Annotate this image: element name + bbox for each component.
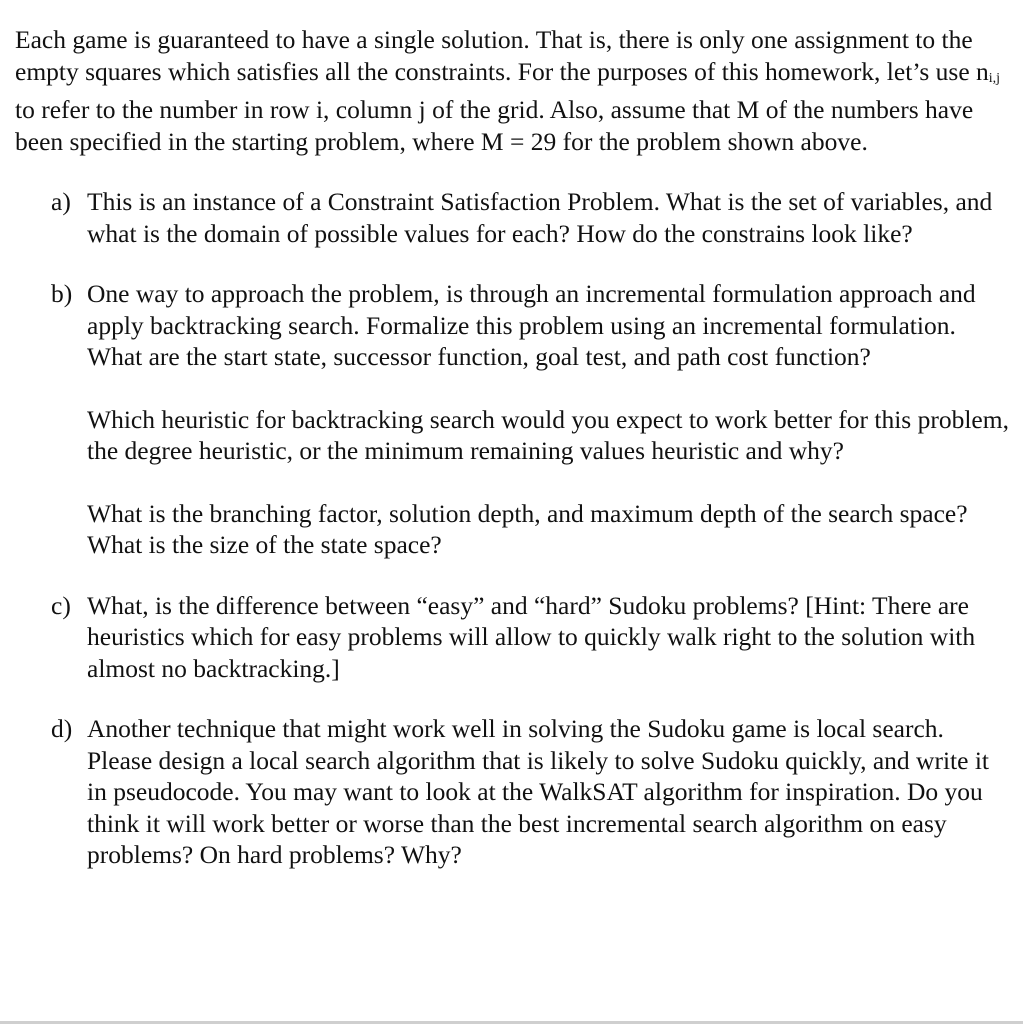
question-body [87, 590, 1015, 685]
intro-paragraph [15, 24, 1015, 157]
question-label: d) [51, 714, 73, 743]
question-item-b [15, 278, 1015, 561]
question-item-c [15, 590, 1015, 685]
document-body [15, 24, 1015, 900]
question-label: b) [51, 279, 73, 308]
intro-text-tail: to refer to the number in row i, column j of the grid. Also, assume that M of the numbers have been specified in the starting problem, where M = 29 for the problem shown above. [15, 95, 974, 156]
intro-text: Each game is guaranteed to have a single solution. That is, there is only one assignment to the empty squares which satisfies all the constraints. For the purposes of this homework, let’s use n [15, 25, 989, 86]
question-paragraph: What, is the difference between “easy” and “hard” Sudoku problems? [Hint: There are heuristics which for easy problems will allow to quickly walk right to the solution with almost no backtracking.] [87, 590, 976, 683]
question-body [87, 278, 1015, 561]
question-label: c) [51, 590, 71, 620]
question-list [15, 186, 1015, 871]
question-paragraph: One way to approach the problem, is through an incremental formulation approach and apply backtracking search. Formalize this problem using an incremental formulation. What are the start state, successor function, goal test, and path cost function? [87, 279, 976, 371]
question-body [87, 713, 1015, 871]
question-paragraph: Another technique that might work well in solving the Sudoku game is local search. Please design a local search algorithm that is likely to solve Sudoku quickly, and write it in pseudocode. You may want to look at the WalkSAT algorithm for inspiration. Do you think it will work better or worse than the best incremental search algorithm on easy problems? On hard problems? Why? [87, 714, 989, 869]
question-paragraph: Which heuristic for backtracking search would you expect to work better for this problem, the degree heuristic, or the minimum remaining values heuristic and why? [87, 404, 1009, 465]
question-paragraph: This is an instance of a Constraint Satisfaction Problem. What is the set of variables, and what is the domain of possible values for each? How do the constrains look like? [87, 187, 993, 248]
intro-subscript: i,j [988, 70, 1001, 86]
question-item-d [15, 713, 1015, 871]
question-paragraph: What is the branching factor, solution depth, and maximum depth of the search space? What is the size of the state space? [87, 498, 968, 559]
question-item-a [15, 186, 1015, 249]
question-label: a) [51, 187, 71, 216]
question-body [87, 186, 1015, 249]
